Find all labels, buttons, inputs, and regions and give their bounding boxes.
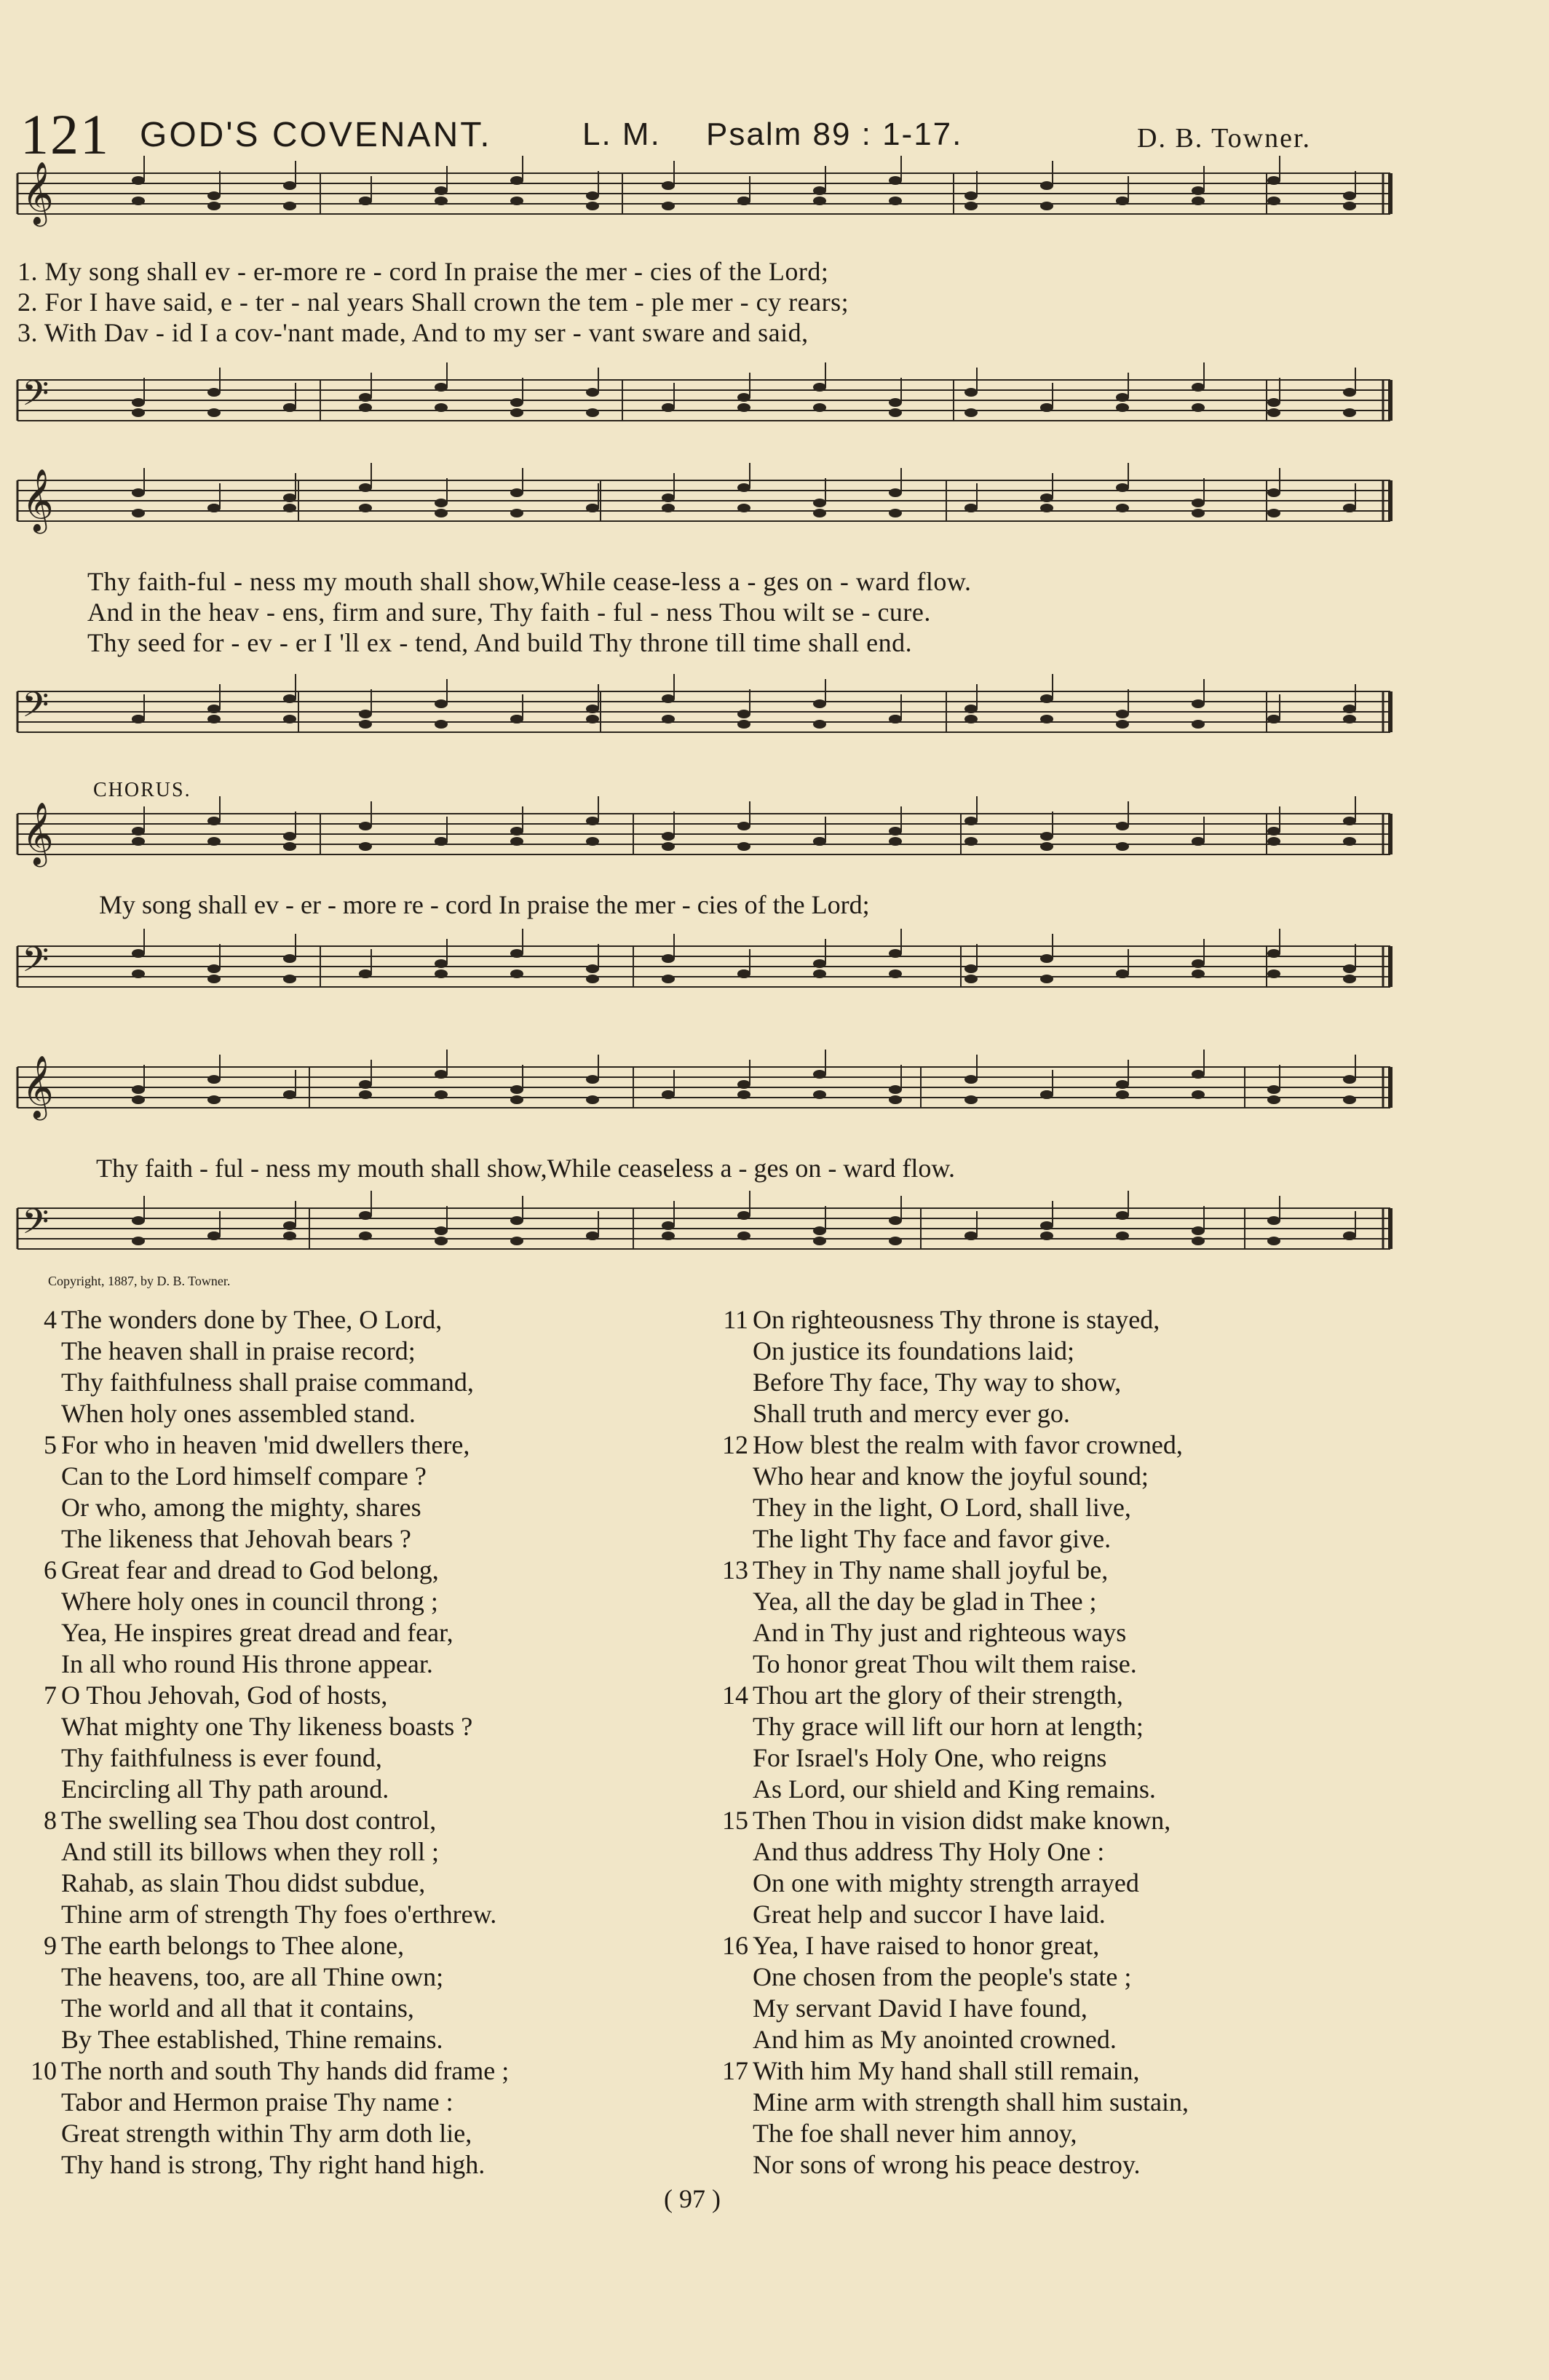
chorus-label: CHORUS. (93, 779, 191, 801)
stanza-line: O Thou Jehovah, God of hosts, (61, 1681, 388, 1710)
stanza (713, 1304, 1514, 1429)
stanza-line: Yea, all the day be glad in Thee ; (753, 1587, 1097, 1616)
stanza-line: Where holy ones in council throng ; (61, 1587, 438, 1616)
stanza (713, 1930, 1514, 2055)
stanza (22, 1930, 677, 2055)
stanza-line: Who hear and know the joyful sound; (753, 1461, 1149, 1491)
stanza-line: Mine arm with strength shall him sustain, (753, 2087, 1189, 2117)
stanza (22, 1680, 677, 1805)
system1-lyric-verse3: 3. With Dav - id I a cov-'nant made, And to my ser - vant sware and said, (17, 318, 809, 347)
stanza-line: Great fear and dread to God belong, (61, 1555, 439, 1584)
stanza-line: When holy ones assembled stand. (61, 1399, 416, 1428)
stanza-line: Thy faithfulness shall praise command, (61, 1368, 474, 1397)
system2-lyric-verse2: And in the heav - ens, firm and sure, Thy faith - ful - ness Thou wilt se - cure. (87, 598, 931, 627)
svg-text:𝄞: 𝄞 (22, 469, 54, 531)
stanza-line: What mighty one Thy likeness boasts ? (61, 1712, 473, 1741)
stanza-line: The heaven shall in praise record; (61, 1336, 416, 1365)
system1-lyric-verse2: 2. For I have said, e - ter - nal years Shall crown the tem - ple mer - cy rears; (17, 287, 849, 317)
svg-text:𝄢: 𝄢 (22, 684, 49, 734)
stanza-line: Thy faithfulness is ever found, (61, 1743, 382, 1772)
stanza-line: Shall truth and mercy ever go. (753, 1399, 1070, 1428)
stanza-line: How blest the realm with favor crowned, (753, 1430, 1183, 1459)
svg-text:𝄞: 𝄞 (22, 1055, 54, 1118)
stanza-line: The likeness that Jehovah bears ? (61, 1524, 411, 1553)
system1-lyric-verse1: 1. My song shall ev - er-more re - cord In praise the mer - cies of the Lord; (17, 257, 829, 286)
system2-lyric-verse1: Thy faith-ful - ness my mouth shall show,While cease-less a - ges on - ward flow. (87, 567, 972, 596)
stanza-line: The wonders done by Thee, O Lord, (61, 1305, 443, 1334)
chorus-lyric-line2: Thy faith - ful - ness my mouth shall show,While ceaseless a - ges on - ward flow. (96, 1154, 956, 1183)
stanza-line: Or who, among the mighty, shares (61, 1493, 421, 1522)
stanza-line: And him as My anointed crowned. (753, 2025, 1117, 2054)
stanza-line: The earth belongs to Thee alone, (61, 1931, 405, 1960)
hymn-meter: L. M. (582, 116, 661, 152)
stanza-line: Before Thy face, Thy way to show, (753, 1368, 1122, 1397)
stanza-line: With him My hand shall still remain, (753, 2056, 1140, 2085)
stanza (22, 2055, 677, 2181)
stanza-number: 14 (722, 1681, 748, 1710)
stanza-number: 6 (44, 1555, 57, 1584)
stanza (713, 1680, 1514, 1805)
stanza-number: 15 (722, 1806, 748, 1835)
stanza-line: The foe shall never him annoy, (753, 2119, 1077, 2148)
svg-text:𝄢: 𝄢 (22, 1201, 49, 1250)
stanza-number: 7 (44, 1681, 57, 1710)
stanzas-right-column (713, 1304, 1514, 2181)
stanza-line: They in Thy name shall joyful be, (753, 1555, 1109, 1584)
stanza-line: Thine arm of strength Thy foes o'erthrew. (61, 1900, 497, 1929)
stanza (713, 1555, 1514, 1680)
stanza-line: Great help and succor I have laid. (753, 1900, 1106, 1929)
stanza-line: Yea, I have raised to honor great, (753, 1931, 1100, 1960)
stanza-line: Thou art the glory of their strength, (753, 1681, 1123, 1710)
stanza (22, 1555, 677, 1680)
page-number: ( 97 ) (664, 2184, 721, 2213)
stanza-line: Great strength within Thy arm doth lie, (61, 2119, 472, 2148)
stanza-line: And in Thy just and righteous ways (753, 1618, 1127, 1647)
composer-credit: D. B. Towner. (1137, 123, 1312, 154)
stanza-line: The world and all that it contains, (61, 1994, 414, 2023)
stanza-number: 5 (44, 1430, 57, 1459)
stanza-line: They in the light, O Lord, shall live, (753, 1493, 1131, 1522)
hymn-title: GOD'S COVENANT. (140, 116, 492, 154)
stanza-line: As Lord, our shield and King remains. (753, 1774, 1156, 1804)
stanza-number: 8 (44, 1806, 57, 1835)
stanza (22, 1304, 677, 1429)
stanza-line: And still its billows when they roll ; (61, 1837, 439, 1866)
stanza-line: Yea, He inspires great dread and fear, (61, 1618, 453, 1647)
svg-text:𝄞: 𝄞 (22, 802, 54, 865)
stanza-number: 10 (31, 2056, 57, 2085)
stanza-number: 4 (44, 1305, 57, 1334)
stanza-line: Thy hand is strong, Thy right hand high. (61, 2150, 486, 2179)
stanza-line: In all who round His throne appear. (61, 1649, 433, 1678)
stanza-line: Then Thou in vision didst make known, (753, 1806, 1171, 1835)
stanza-line: To honor great Thou wilt them raise. (753, 1649, 1137, 1678)
stanza-line: On righteousness Thy throne is stayed, (753, 1305, 1160, 1334)
stanza-line: One chosen from the people's state ; (753, 1962, 1132, 1991)
stanza-line: The swelling sea Thou dost control, (61, 1806, 437, 1835)
stanza-line: The north and south Thy hands did frame ; (61, 2056, 510, 2085)
stanza-line: Can to the Lord himself compare ? (61, 1461, 427, 1491)
copyright-notice: Copyright, 1887, by D. B. Towner. (48, 1274, 231, 1288)
stanza-line: On one with mighty strength arrayed (753, 1868, 1139, 1897)
svg-text:𝄢: 𝄢 (22, 373, 49, 422)
stanzas-left-column (22, 1304, 677, 2181)
stanza-number: 12 (722, 1430, 748, 1459)
stanza-number: 11 (723, 1305, 748, 1334)
stanza (22, 1429, 677, 1555)
stanza-number: 9 (44, 1931, 57, 1960)
hymn-number: 121 (20, 103, 110, 166)
scripture-reference: Psalm 89 : 1-17. (706, 116, 963, 152)
stanza-line: For Israel's Holy One, who reigns (753, 1743, 1107, 1772)
stanza (713, 1805, 1514, 1930)
stanza-line: Thy grace will lift our horn at length; (753, 1712, 1144, 1741)
stanza-line: Nor sons of wrong his peace destroy. (753, 2150, 1141, 2179)
stanza-line: Encircling all Thy path around. (61, 1774, 389, 1804)
stanza-number: 17 (722, 2056, 748, 2085)
stanza-line: And thus address Thy Holy One : (753, 1837, 1105, 1866)
svg-text:𝄞: 𝄞 (22, 162, 54, 224)
stanza (22, 1805, 677, 1930)
svg-text:𝄢: 𝄢 (22, 939, 49, 988)
stanza-number: 13 (722, 1555, 748, 1584)
system2-lyric-verse3: Thy seed for - ev - er I 'll ex - tend, And build Thy throne till time shall end. (87, 628, 913, 657)
stanza-line: The light Thy face and favor give. (753, 1524, 1112, 1553)
chorus-lyric-line1: My song shall ev - er - more re - cord In praise the mer - cies of the Lord; (99, 890, 870, 919)
stanza-number: 16 (722, 1931, 748, 1960)
stanza-line: For who in heaven 'mid dwellers there, (61, 1430, 470, 1459)
stanza (713, 2055, 1514, 2181)
stanza (713, 1429, 1514, 1555)
stanza-line: Tabor and Hermon praise Thy name : (61, 2087, 453, 2117)
stanza-line: The heavens, too, are all Thine own; (61, 1962, 444, 1991)
stanza-line: Rahab, as slain Thou didst subdue, (61, 1868, 426, 1897)
stanza-line: On justice its foundations laid; (753, 1336, 1074, 1365)
stanza-line: My servant David I have found, (753, 1994, 1088, 2023)
stanza-line: By Thee established, Thine remains. (61, 2025, 443, 2054)
